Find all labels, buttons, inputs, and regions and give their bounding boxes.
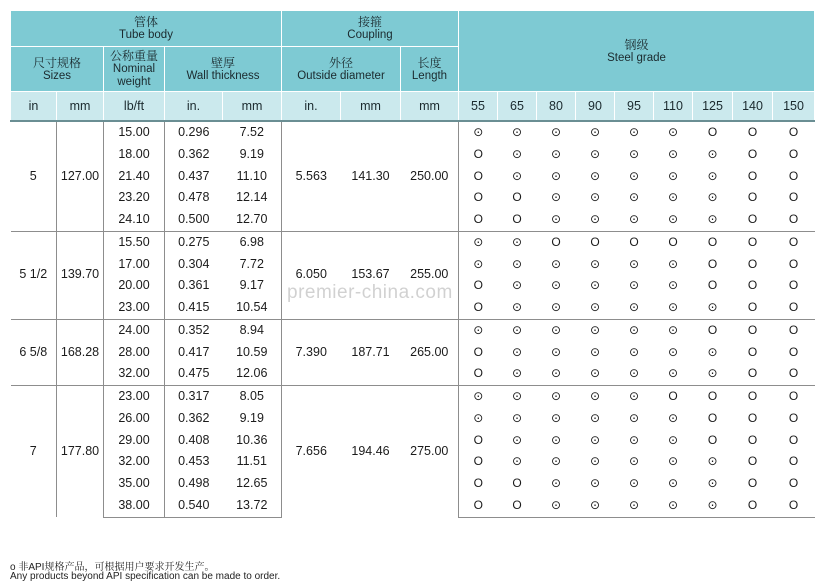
- grade-mark-cell: ⊙: [550, 454, 562, 469]
- grade-mark-cell: O: [707, 256, 718, 271]
- nominal-weight-cell: 24.10: [104, 209, 165, 231]
- grade-mark-cell: O: [498, 209, 537, 231]
- grade-mark-cell: ⊙: [550, 344, 562, 359]
- grade-65: 65: [498, 92, 537, 122]
- grade-mark-cell: ⊙: [628, 344, 640, 359]
- tube-body-header: 管体 Tube body: [11, 11, 282, 47]
- grade-mark-cell: O: [788, 344, 799, 359]
- grade-mark-cell: ⊙: [511, 256, 523, 271]
- wall-in-cell: 0.437: [178, 168, 210, 183]
- grade-mark-cell: ⊙: [550, 432, 562, 447]
- size-mm-cell: 127.00: [57, 121, 104, 231]
- grade-mark-cell: ⊙: [576, 386, 615, 408]
- grade-mark-cell: O: [733, 386, 773, 408]
- grade-mark-cell: ⊙: [459, 408, 498, 430]
- grade-mark-cell: O: [576, 231, 615, 253]
- footnote-cn: o 非API规格产品，可根据用户要求开发生产。: [10, 562, 215, 573]
- grade-mark-cell: ⊙: [628, 278, 640, 293]
- grade-mark-cell: ⊙: [537, 319, 576, 341]
- grade-mark-cell: O: [459, 187, 498, 209]
- grade-mark-cell: ⊙: [498, 386, 537, 408]
- grade-mark-cell: O: [788, 278, 799, 293]
- grade-mark-cell: ⊙: [693, 495, 733, 517]
- grade-mark-cell: ⊙: [589, 168, 601, 183]
- coupling-header: 接箍 Coupling: [282, 11, 459, 47]
- grade-mark-cell: ⊙: [615, 297, 654, 319]
- grade-mark-cell: ⊙: [459, 231, 498, 253]
- nominal-weight-cell: 15.00: [104, 121, 165, 144]
- wall-mm-cell: 11.10: [223, 166, 282, 188]
- grade-mark-cell: ⊙: [498, 297, 537, 319]
- size-in-cell: 6 5/8: [11, 319, 57, 385]
- grade-mark-cell: O: [773, 495, 815, 517]
- grade-mark-cell: ⊙: [628, 454, 640, 469]
- nominal-weight-cell: 28.00: [104, 342, 165, 364]
- grade-mark-cell: O: [788, 454, 799, 469]
- grade-mark-cell: ⊙: [459, 386, 498, 408]
- grade-mark-cell: O: [788, 190, 799, 205]
- wall-in-cell: 0.296: [165, 121, 223, 144]
- grade-mark-cell: O: [459, 166, 498, 188]
- spec-body: [11, 121, 815, 517]
- wall-in-cell: 0.415: [165, 297, 223, 319]
- grade-mark-cell: ⊙: [667, 146, 679, 161]
- nominal-weight-cell: 29.00: [104, 430, 165, 452]
- grade-mark-cell: O: [747, 454, 758, 469]
- wall-mm-cell: 9.17: [223, 275, 282, 297]
- grade-mark-cell: O: [733, 209, 773, 231]
- grade-140: 140: [733, 92, 773, 122]
- grade-mark-cell: ⊙: [589, 256, 601, 271]
- wall-mm-cell: 7.72: [223, 254, 282, 276]
- grade-mark-cell: ⊙: [511, 146, 523, 161]
- wall-in-cell: 0.417: [178, 344, 210, 359]
- grade-mark-cell: ⊙: [550, 278, 562, 293]
- od-in-cell: 7.656: [282, 386, 341, 518]
- grade-mark-cell: O: [693, 121, 733, 144]
- od-in-cell: 6.050: [282, 231, 341, 319]
- grade-mark-cell: ⊙: [615, 209, 654, 231]
- od-mm-cell: 141.30: [341, 121, 401, 231]
- grade-mark-cell: O: [459, 209, 498, 231]
- grade-mark-cell: O: [773, 209, 815, 231]
- grade-mark-cell: O: [459, 275, 498, 297]
- wall-mm-cell: 8.94: [223, 319, 282, 341]
- grade-mark-cell: ⊙: [667, 256, 679, 271]
- grade-mark-cell: ⊙: [707, 168, 718, 183]
- grade-mark-cell: ⊙: [615, 363, 654, 385]
- grade-mark-cell: ⊙: [550, 146, 562, 161]
- unit-wall-in: in.: [165, 92, 223, 122]
- grade-mark-cell: O: [498, 495, 537, 517]
- grade-mark-cell: ⊙: [628, 410, 640, 425]
- footnote-en: Any products beyond API specification can be made to order.: [10, 571, 281, 582]
- grade-mark-cell: ⊙: [537, 209, 576, 231]
- length-cell: 275.00: [401, 386, 459, 518]
- grade-mark-cell: O: [707, 278, 718, 293]
- grade-mark-cell: O: [788, 476, 799, 490]
- grade-mark-cell: ⊙: [459, 254, 498, 276]
- grade-mark-cell: ⊙: [667, 168, 679, 183]
- wall-mm-cell: 7.52: [223, 121, 282, 144]
- wall-mm-cell: 12.65: [223, 473, 282, 495]
- grade-mark-cell: O: [788, 410, 799, 425]
- grade-mark-cell: ⊙: [667, 454, 679, 469]
- grade-mark-cell: ⊙: [589, 278, 601, 293]
- grade-mark-cell: ⊙: [628, 476, 640, 490]
- unit-wall-mm: mm: [223, 92, 282, 122]
- nominal-weight-cell: 23.00: [104, 297, 165, 319]
- grade-mark-cell: ⊙: [511, 278, 523, 293]
- grade-mark-cell: ⊙: [550, 168, 562, 183]
- grade-mark-cell: O: [459, 473, 498, 495]
- grade-mark-cell: O: [747, 168, 758, 183]
- nominal-weight-cell: 35.00: [104, 473, 165, 495]
- units-row: [11, 92, 815, 122]
- grade-mark-cell: ⊙: [511, 410, 523, 425]
- grade-mark-cell: ⊙: [654, 209, 693, 231]
- grade-mark-cell: ⊙: [654, 121, 693, 144]
- grade-mark-cell: ⊙: [628, 146, 640, 161]
- nominal-weight-cell: 38.00: [104, 495, 165, 517]
- od-mm-cell: 153.67: [341, 231, 401, 319]
- grade-mark-cell: O: [615, 231, 654, 253]
- grade-mark-cell: O: [747, 190, 758, 205]
- grade-mark-cell: O: [707, 410, 718, 425]
- nominal-weight-cell: 32.00: [104, 363, 165, 385]
- grade-mark-cell: ⊙: [511, 432, 523, 447]
- wall-in-cell: 0.408: [178, 432, 210, 447]
- grade-90: 90: [576, 92, 615, 122]
- table-row: [11, 386, 815, 408]
- grade-mark-cell: ⊙: [654, 319, 693, 341]
- grade-mark-cell: O: [693, 231, 733, 253]
- grade-mark-cell: ⊙: [537, 121, 576, 144]
- grade-mark-cell: ⊙: [537, 495, 576, 517]
- unit-length-mm: mm: [401, 92, 459, 122]
- grade-mark-cell: O: [459, 363, 498, 385]
- size-mm-cell: 139.70: [57, 231, 104, 319]
- grade-mark-cell: ⊙: [576, 363, 615, 385]
- grade-125: 125: [693, 92, 733, 122]
- grade-mark-cell: O: [747, 476, 758, 490]
- wall-in-cell: 0.540: [165, 495, 223, 517]
- grade-mark-cell: ⊙: [537, 363, 576, 385]
- header-row-top: [11, 11, 815, 47]
- grade-mark-cell: ⊙: [459, 121, 498, 144]
- grade-mark-cell: ⊙: [498, 121, 537, 144]
- length-header: 长度 Length: [401, 47, 459, 92]
- grade-mark-cell: ⊙: [667, 190, 679, 205]
- grade-mark-cell: ⊙: [589, 344, 601, 359]
- wall-in-cell: 0.362: [178, 146, 210, 161]
- grade-55: 55: [459, 92, 498, 122]
- nominal-weight-cell: 23.00: [104, 386, 165, 408]
- od-mm-cell: 194.46: [341, 386, 401, 518]
- wall-mm-cell: 12.70: [223, 209, 282, 231]
- wall-mm-cell: 13.72: [223, 495, 282, 517]
- grade-mark-cell: O: [733, 319, 773, 341]
- table-row: [11, 319, 815, 341]
- grade-mark-cell: O: [747, 146, 758, 161]
- grade-mark-cell: ⊙: [550, 190, 562, 205]
- grade-mark-cell: ⊙: [707, 190, 718, 205]
- od-in-cell: 7.390: [282, 319, 341, 385]
- unit-od-in: in.: [282, 92, 341, 122]
- grade-mark-cell: O: [693, 386, 733, 408]
- grade-mark-cell: ⊙: [654, 363, 693, 385]
- grade-mark-cell: ⊙: [654, 297, 693, 319]
- grade-mark-cell: O: [747, 278, 758, 293]
- wall-mm-cell: 9.19: [223, 408, 282, 430]
- grade-mark-cell: ⊙: [707, 146, 718, 161]
- grade-mark-cell: ⊙: [576, 121, 615, 144]
- casing-spec-table: [10, 10, 815, 518]
- nominal-weight-cell: 18.00: [104, 144, 165, 166]
- grade-mark-cell: O: [512, 190, 522, 205]
- grade-mark-cell: O: [788, 256, 799, 271]
- grade-110: 110: [654, 92, 693, 122]
- grade-mark-cell: ⊙: [537, 386, 576, 408]
- grade-mark-cell: ⊙: [707, 344, 718, 359]
- length-cell: 255.00: [401, 231, 459, 319]
- grade-mark-cell: ⊙: [628, 190, 640, 205]
- grade-mark-cell: ⊙: [628, 432, 640, 447]
- grade-150: 150: [773, 92, 815, 122]
- grade-mark-cell: ⊙: [589, 454, 601, 469]
- grade-mark-cell: ⊙: [615, 319, 654, 341]
- grade-mark-cell: ⊙: [667, 410, 679, 425]
- grade-mark-cell: ⊙: [498, 363, 537, 385]
- size-mm-cell: 168.28: [57, 319, 104, 385]
- grade-mark-cell: ⊙: [550, 410, 562, 425]
- grade-mark-cell: O: [788, 168, 799, 183]
- grade-mark-cell: ⊙: [654, 495, 693, 517]
- grade-mark-cell: O: [747, 256, 758, 271]
- wall-in-cell: 0.304: [178, 256, 210, 271]
- grade-mark-cell: ⊙: [589, 432, 601, 447]
- grade-mark-cell: ⊙: [498, 231, 537, 253]
- grade-mark-cell: ⊙: [550, 256, 562, 271]
- wall-in-cell: 0.361: [178, 278, 210, 293]
- grade-mark-cell: ⊙: [576, 495, 615, 517]
- size-in-cell: 7: [11, 386, 57, 518]
- nominal-weight-cell: 24.00: [104, 319, 165, 341]
- grade-mark-cell: ⊙: [628, 256, 640, 271]
- grade-mark-cell: ⊙: [498, 319, 537, 341]
- nominal-weight-cell: 15.50: [104, 231, 165, 253]
- grade-mark-cell: O: [459, 297, 498, 319]
- wall-mm-cell: 10.59: [223, 342, 282, 364]
- grade-mark-cell: O: [459, 451, 498, 473]
- grade-mark-cell: ⊙: [693, 363, 733, 385]
- nominal-weight-cell: 32.00: [104, 451, 165, 473]
- grade-mark-cell: ⊙: [550, 476, 562, 490]
- od-mm-cell: 187.71: [341, 319, 401, 385]
- grade-mark-cell: ⊙: [576, 319, 615, 341]
- grade-mark-cell: O: [512, 476, 522, 490]
- grade-mark-cell: O: [459, 342, 498, 364]
- grade-mark-cell: ⊙: [459, 319, 498, 341]
- grade-mark-cell: ⊙: [511, 454, 523, 469]
- wall-in-cell: 0.475: [165, 363, 223, 385]
- length-cell: 250.00: [401, 121, 459, 231]
- outside-diameter-header: 外径 Outside diameter: [282, 47, 401, 92]
- wall-mm-cell: 10.54: [223, 297, 282, 319]
- grade-mark-cell: O: [773, 121, 815, 144]
- wall-mm-cell: 8.05: [223, 386, 282, 408]
- grade-mark-cell: O: [773, 386, 815, 408]
- wall-mm-cell: 6.98: [223, 231, 282, 253]
- grade-mark-cell: ⊙: [707, 454, 718, 469]
- grade-mark-cell: O: [788, 146, 799, 161]
- size-mm-cell: 177.80: [57, 386, 104, 518]
- wall-in-cell: 0.275: [165, 231, 223, 253]
- nominal-weight-cell: 21.40: [104, 166, 165, 188]
- nominal-weight-cell: 26.00: [104, 408, 165, 430]
- grade-mark-cell: O: [459, 430, 498, 452]
- size-in-cell: 5: [11, 121, 57, 231]
- grade-mark-cell: ⊙: [615, 121, 654, 144]
- grade-95: 95: [615, 92, 654, 122]
- watermark: premier-china.com: [287, 282, 453, 303]
- grade-mark-cell: O: [537, 231, 576, 253]
- unit-size-in: in: [11, 92, 57, 122]
- grade-mark-cell: ⊙: [589, 476, 601, 490]
- table-row: [11, 231, 815, 253]
- size-in-cell: 5 1/2: [11, 231, 57, 319]
- grade-mark-cell: ⊙: [667, 476, 679, 490]
- grade-mark-cell: ⊙: [576, 297, 615, 319]
- grade-mark-cell: ⊙: [576, 209, 615, 231]
- nominal-weight-cell: 23.20: [104, 187, 165, 209]
- wall-in-cell: 0.500: [165, 209, 223, 231]
- grade-mark-cell: ⊙: [511, 168, 523, 183]
- grade-mark-cell: ⊙: [667, 432, 679, 447]
- grade-mark-cell: O: [747, 344, 758, 359]
- grade-mark-cell: ⊙: [615, 495, 654, 517]
- grade-mark-cell: O: [654, 231, 693, 253]
- steel-grade-header: 钢级 Steel grade: [459, 11, 815, 92]
- grade-mark-cell: O: [459, 144, 498, 166]
- grade-80: 80: [537, 92, 576, 122]
- wall-mm-cell: 10.36: [223, 430, 282, 452]
- grade-mark-cell: O: [733, 121, 773, 144]
- grade-mark-cell: ⊙: [537, 297, 576, 319]
- unit-weight: lb/ft: [104, 92, 165, 122]
- wall-in-cell: 0.453: [178, 454, 210, 469]
- nominal-weight-cell: 20.00: [104, 275, 165, 297]
- grade-mark-cell: O: [773, 319, 815, 341]
- grade-mark-cell: ⊙: [615, 386, 654, 408]
- grade-mark-cell: ⊙: [589, 146, 601, 161]
- grade-mark-cell: ⊙: [693, 297, 733, 319]
- grade-mark-cell: ⊙: [667, 344, 679, 359]
- wall-in-cell: 0.478: [178, 190, 210, 205]
- wall-mm-cell: 12.14: [223, 187, 282, 209]
- grade-mark-cell: O: [747, 432, 758, 447]
- wall-mm-cell: 12.06: [223, 363, 282, 385]
- grade-mark-cell: O: [747, 410, 758, 425]
- grade-mark-cell: O: [773, 231, 815, 253]
- grade-mark-cell: O: [788, 432, 799, 447]
- grade-mark-cell: ⊙: [628, 168, 640, 183]
- grade-mark-cell: O: [459, 495, 498, 517]
- grade-mark-cell: O: [733, 297, 773, 319]
- grade-mark-cell: O: [773, 297, 815, 319]
- grade-mark-cell: O: [733, 495, 773, 517]
- unit-size-mm: mm: [57, 92, 104, 122]
- grade-mark-cell: O: [733, 231, 773, 253]
- table-row: [11, 121, 815, 144]
- nominal-weight-cell: 17.00: [104, 254, 165, 276]
- wall-thickness-header: 壁厚 Wall thickness: [165, 47, 282, 92]
- nominal-weight-header: 公称重量 Nominal weight: [104, 47, 165, 92]
- grade-mark-cell: O: [693, 319, 733, 341]
- wall-in-cell: 0.352: [165, 319, 223, 341]
- grade-mark-cell: ⊙: [707, 476, 718, 490]
- grade-mark-cell: O: [733, 363, 773, 385]
- grade-mark-cell: ⊙: [667, 278, 679, 293]
- wall-in-cell: 0.362: [178, 410, 210, 425]
- wall-mm-cell: 9.19: [223, 144, 282, 166]
- grade-mark-cell: ⊙: [589, 410, 601, 425]
- wall-in-cell: 0.498: [178, 476, 210, 490]
- grade-mark-cell: ⊙: [693, 209, 733, 231]
- grade-mark-cell: ⊙: [511, 344, 523, 359]
- grade-mark-cell: O: [707, 432, 718, 447]
- grade-mark-cell: O: [773, 363, 815, 385]
- length-cell: 265.00: [401, 319, 459, 385]
- grade-mark-cell: O: [654, 386, 693, 408]
- grade-mark-cell: ⊙: [589, 190, 601, 205]
- wall-in-cell: 0.317: [165, 386, 223, 408]
- od-in-cell: 5.563: [282, 121, 341, 231]
- unit-od-mm: mm: [341, 92, 401, 122]
- wall-mm-cell: 11.51: [223, 451, 282, 473]
- sizes-header: 尺寸规格 Sizes: [11, 47, 104, 92]
